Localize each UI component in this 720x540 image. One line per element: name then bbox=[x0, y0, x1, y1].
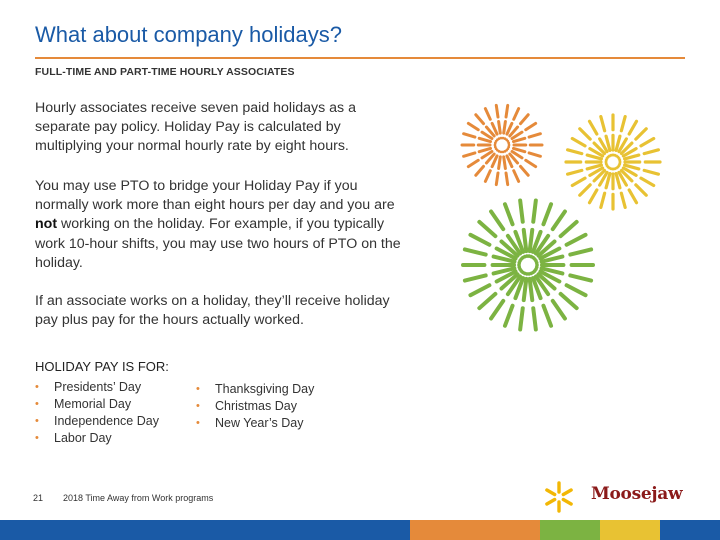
bar-segment bbox=[0, 520, 110, 540]
firework-dot bbox=[507, 142, 510, 145]
firework-ray bbox=[468, 123, 478, 129]
firework-ray bbox=[568, 150, 582, 154]
firework-ray bbox=[529, 134, 540, 137]
firework-ray bbox=[514, 148, 525, 151]
firework-ray bbox=[561, 222, 577, 236]
holiday-label: Memorial Day bbox=[54, 397, 132, 411]
firework-dot bbox=[618, 159, 621, 162]
firework-ray bbox=[505, 204, 513, 224]
slide-subtitle: FULL-TIME AND PART-TIME HOURLY ASSOCIATES bbox=[35, 66, 295, 78]
holiday-label: Presidents’ Day bbox=[54, 380, 142, 394]
bullet-icon: • bbox=[35, 398, 39, 410]
list-item bbox=[35, 413, 159, 430]
firework-ray bbox=[530, 230, 533, 251]
bottom-color-bar bbox=[0, 520, 720, 540]
firework-ray bbox=[636, 185, 646, 195]
firework-ray bbox=[570, 275, 591, 280]
holiday-list-right bbox=[196, 381, 314, 432]
bullet-icon: • bbox=[35, 381, 39, 393]
holiday-label: Christmas Day bbox=[215, 399, 297, 413]
slide-title: What about company holidays? bbox=[35, 22, 342, 47]
firework-ray bbox=[530, 279, 533, 300]
footer-text: 2018 Time Away from Work programs bbox=[63, 493, 214, 503]
firework-burst-icon bbox=[425, 90, 710, 350]
holiday-list-left bbox=[35, 379, 159, 447]
firework-ray bbox=[520, 115, 528, 124]
firework-ray bbox=[567, 235, 586, 245]
firework-ray bbox=[621, 193, 625, 207]
firework-ray bbox=[476, 115, 484, 124]
firework-ray bbox=[524, 230, 527, 251]
firework-orange bbox=[462, 105, 542, 184]
firework-ray bbox=[533, 200, 536, 221]
firework-ray bbox=[514, 138, 525, 141]
holiday-list-heading: HOLIDAY PAY IS FOR: bbox=[35, 359, 169, 374]
spark-ray bbox=[563, 500, 571, 505]
firework-ray bbox=[570, 249, 591, 254]
firework-dot bbox=[535, 261, 539, 265]
walmart-spark-icon bbox=[543, 481, 575, 513]
firework-ray bbox=[636, 129, 646, 139]
firework-ray bbox=[520, 166, 528, 175]
firework-ray bbox=[526, 160, 536, 166]
firework-ray bbox=[629, 190, 636, 203]
firework-ray bbox=[526, 123, 536, 129]
firework-ray bbox=[644, 150, 658, 154]
firework-ray bbox=[567, 285, 586, 295]
list-item bbox=[35, 430, 159, 447]
firework-ray bbox=[491, 301, 503, 319]
holiday-label: Independence Day bbox=[54, 414, 159, 428]
bullet-icon: • bbox=[196, 400, 200, 412]
firework-ray bbox=[514, 109, 519, 120]
list-item bbox=[196, 381, 314, 398]
bar-segment bbox=[540, 520, 600, 540]
paragraph-pto-emphasis: not bbox=[35, 216, 58, 233]
firework-ray bbox=[543, 204, 551, 224]
firework-ray bbox=[470, 285, 489, 295]
firework-ray bbox=[479, 222, 495, 236]
firework-ray bbox=[601, 193, 605, 207]
firework-ray bbox=[621, 117, 625, 131]
firework-ray bbox=[505, 306, 513, 326]
firework-ray bbox=[485, 109, 490, 120]
firework-ray bbox=[524, 279, 527, 300]
spark-ray bbox=[547, 500, 555, 505]
paragraph-pto-bridge bbox=[35, 177, 405, 273]
spark-ray bbox=[547, 490, 555, 495]
paragraph-working-holiday: If an associate works on a holiday, they’ll receive holiday pay plus pay for the hours actually worked. bbox=[35, 293, 390, 329]
firework-ray bbox=[641, 178, 654, 185]
title-divider bbox=[35, 57, 685, 59]
holiday-label: Labor Day bbox=[54, 431, 112, 445]
bar-segment bbox=[110, 520, 410, 540]
firework-ray bbox=[465, 275, 486, 280]
bullet-icon: • bbox=[196, 383, 200, 395]
firework-ray bbox=[464, 153, 475, 156]
bullet-icon: • bbox=[196, 417, 200, 429]
firework-ray bbox=[470, 235, 489, 245]
spark-rays bbox=[547, 483, 571, 511]
firework-ray bbox=[520, 200, 523, 221]
brand-logo: Moosejaw bbox=[591, 484, 683, 504]
firework-ray bbox=[520, 308, 523, 329]
firework-ray bbox=[465, 249, 486, 254]
firework-ray bbox=[580, 129, 590, 139]
list-item bbox=[196, 398, 314, 415]
firework-ray bbox=[491, 212, 503, 230]
list-item bbox=[35, 379, 159, 396]
firework-ray bbox=[553, 212, 565, 230]
firework-ray bbox=[485, 171, 490, 182]
firework-ray bbox=[496, 105, 498, 117]
firework-ray bbox=[629, 121, 636, 134]
page-number: 21 bbox=[33, 493, 44, 503]
firework-ray bbox=[468, 160, 478, 166]
firework-ray bbox=[506, 105, 508, 117]
firework-ray bbox=[479, 294, 495, 308]
firework-ray bbox=[572, 139, 585, 146]
firework-ray bbox=[496, 173, 498, 185]
firework-ray bbox=[644, 170, 658, 174]
bullet-icon: • bbox=[35, 432, 39, 444]
list-item bbox=[196, 415, 314, 432]
firework-ray bbox=[499, 121, 501, 133]
firework-ray bbox=[504, 157, 506, 169]
holiday-label: Thanksgiving Day bbox=[215, 382, 315, 396]
firework-ray bbox=[641, 139, 654, 146]
holiday-label: New Year’s Day bbox=[215, 416, 304, 430]
bar-segment bbox=[600, 520, 660, 540]
list-item bbox=[35, 396, 159, 413]
bullet-icon: • bbox=[35, 415, 39, 427]
paragraph-holiday-pay: Hourly associates receive seven paid holidays as a separate pay policy. Holiday Pay is calculated by multiplying your normal hourly rate by eight hours. bbox=[35, 100, 356, 155]
firework-ray bbox=[479, 148, 490, 151]
firework-ray bbox=[514, 171, 519, 182]
bar-segment bbox=[410, 520, 540, 540]
paragraph-pto-text-b: working on the holiday. For example, if you typically work 10-hour shifts, you may use two hours of PTO on the holiday. bbox=[35, 216, 401, 271]
firework-ray bbox=[590, 121, 597, 134]
firework-ray bbox=[506, 173, 508, 185]
firework-ray bbox=[590, 190, 597, 203]
paragraph-pto-text-a: You may use PTO to bridge your Holiday Pay if you normally work more than eight hours per day and you are bbox=[35, 178, 395, 214]
firework-ray bbox=[504, 121, 506, 133]
firework-ray bbox=[533, 308, 536, 329]
bar-segment bbox=[660, 520, 720, 540]
firework-ray bbox=[568, 170, 582, 174]
firework-ray bbox=[572, 178, 585, 185]
firework-ray bbox=[543, 306, 551, 326]
firework-ray bbox=[553, 301, 565, 319]
firework-ray bbox=[580, 185, 590, 195]
firework-ray bbox=[476, 166, 484, 175]
firework-ray bbox=[529, 153, 540, 156]
firework-ray bbox=[479, 138, 490, 141]
firework-ray bbox=[601, 117, 605, 131]
firework-ray bbox=[561, 294, 577, 308]
firework-green bbox=[463, 200, 593, 329]
spark-ray bbox=[563, 490, 571, 495]
firework-ray bbox=[464, 134, 475, 137]
firework-ray bbox=[499, 157, 501, 169]
firework-yellow bbox=[566, 115, 660, 209]
